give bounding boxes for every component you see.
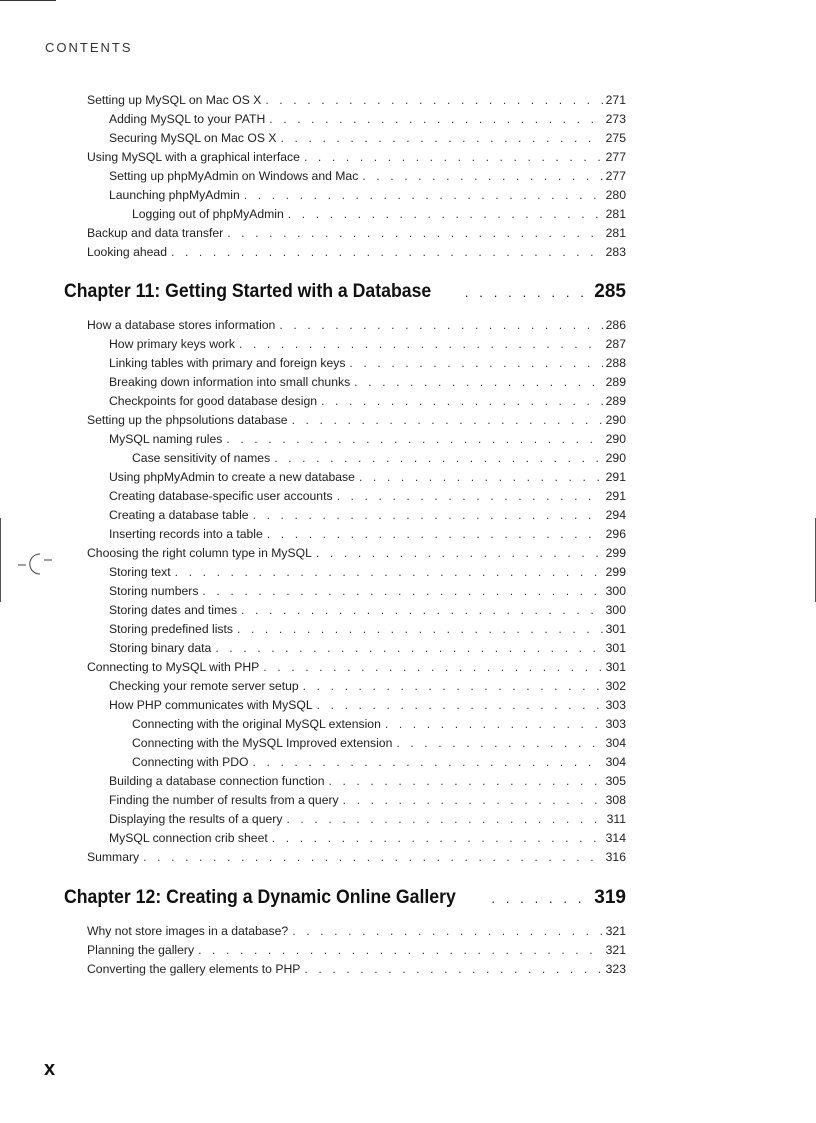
entry-title: Storing numbers [109, 584, 199, 598]
toc-entry[interactable] [109, 601, 626, 620]
entry-title: Displaying the results of a query [109, 812, 283, 826]
entry-page-number: 302 [605, 679, 626, 693]
entry-page-number: 288 [605, 356, 626, 370]
toc-entry[interactable] [109, 487, 626, 506]
entry-page-number: 321 [605, 924, 626, 938]
dot-leader [337, 487, 603, 506]
dot-leader [171, 243, 603, 262]
entry-page-number: 305 [605, 774, 626, 788]
entry-page-number: 277 [605, 169, 626, 183]
dot-leader [359, 468, 603, 487]
dot-leader [274, 449, 602, 468]
dot-leader [286, 810, 603, 829]
toc-entry[interactable] [109, 582, 626, 601]
dot-leader [263, 658, 602, 677]
entry-page-number: 290 [605, 432, 626, 446]
entry-title: Backup and data transfer [87, 226, 224, 240]
toc-entry[interactable] [109, 677, 626, 696]
entry-title: Checkpoints for good database design [109, 394, 318, 408]
entry-title: Adding MySQL to your PATH [109, 112, 266, 126]
entry-page-number: 296 [605, 527, 626, 541]
dot-leader [292, 922, 602, 941]
entry-title: Converting the gallery elements to PHP [87, 962, 301, 976]
entry-title: Using MySQL with a graphical interface [87, 150, 300, 164]
entry-title: Connecting with the original MySQL extension [132, 717, 381, 731]
toc-chapter-heading[interactable] [64, 887, 626, 909]
entry-page-number: 300 [605, 584, 626, 598]
toc-entry[interactable] [132, 205, 626, 224]
dot-leader [292, 411, 603, 430]
toc-entry[interactable] [109, 354, 626, 373]
chapter-title: Chapter 12: Creating a Dynamic Online Gallery [64, 887, 456, 908]
entry-title: Building a database connection function [109, 774, 325, 788]
toc-entry[interactable] [87, 960, 626, 979]
entry-page-number: 304 [605, 755, 626, 769]
entry-page-number: 271 [605, 93, 626, 107]
toc-chapter-heading[interactable] [64, 281, 626, 303]
entry-page-number: 308 [605, 793, 626, 807]
entry-title: How a database stores information [87, 318, 276, 332]
dot-leader [362, 167, 602, 186]
toc-entry[interactable] [87, 316, 626, 335]
dot-leader [239, 335, 603, 354]
toc-entry[interactable] [109, 810, 626, 829]
dot-leader [269, 110, 602, 129]
entry-title: Looking ahead [87, 245, 167, 259]
entry-page-number: 303 [605, 717, 626, 731]
dot-leader [198, 941, 603, 960]
entry-page-number: 294 [605, 508, 626, 522]
toc-entry[interactable] [109, 829, 626, 848]
toc-entry[interactable] [87, 224, 626, 243]
dot-leader [253, 506, 603, 525]
dot-leader [272, 829, 603, 848]
entry-page-number: 311 [606, 812, 626, 826]
entry-title: MySQL naming rules [109, 432, 223, 446]
entry-page-number: 300 [605, 603, 626, 617]
dot-leader [241, 601, 603, 620]
entry-title: Checking your remote server setup [109, 679, 299, 693]
entry-page-number: 314 [605, 831, 626, 845]
entry-title: Launching phpMyAdmin [109, 188, 240, 202]
entry-title: Breaking down information into small chunks [109, 375, 351, 389]
toc-entry[interactable] [87, 941, 626, 960]
entry-page-number: 281 [605, 207, 626, 221]
entry-page-number: 289 [605, 375, 626, 389]
dot-leader [244, 186, 603, 205]
entry-page-number: 287 [605, 337, 626, 351]
toc-entry[interactable] [109, 468, 626, 487]
toc-entry[interactable] [109, 563, 626, 582]
entry-title: Inserting records into a table [109, 527, 263, 541]
toc-entry[interactable] [109, 167, 626, 186]
dot-leader [143, 848, 603, 867]
entry-title: Setting up MySQL on Mac OS X [87, 93, 262, 107]
dot-leader [279, 316, 602, 335]
entry-page-number: 291 [605, 470, 626, 484]
toc-entry[interactable] [87, 922, 626, 941]
entry-page-number: 301 [605, 641, 626, 655]
entry-page-number: 316 [605, 850, 626, 864]
toc-entry[interactable] [109, 129, 626, 148]
dot-leader [237, 620, 603, 639]
entry-title: How primary keys work [109, 337, 235, 351]
entry-title: Why not store images in a database? [87, 924, 289, 938]
toc-entry[interactable] [109, 525, 626, 544]
entry-page-number: 299 [605, 546, 626, 560]
entry-page-number: 277 [605, 150, 626, 164]
entry-page-number: 289 [605, 394, 626, 408]
entry-page-number: 290 [605, 451, 626, 465]
dot-leader [253, 753, 603, 772]
toc-entry[interactable] [109, 430, 626, 449]
entry-title: Storing binary data [109, 641, 212, 655]
entry-title: Creating database-specific user accounts [109, 489, 333, 503]
dot-leader [491, 891, 592, 906]
entry-title: MySQL connection crib sheet [109, 831, 268, 845]
entry-title: Using phpMyAdmin to create a new database [109, 470, 355, 484]
entry-page-number: 273 [605, 112, 626, 126]
toc-entry[interactable] [87, 658, 626, 677]
entry-title: Storing predefined lists [109, 622, 233, 636]
dot-leader [304, 148, 603, 167]
entry-page-number: 299 [605, 565, 626, 579]
entry-title: Creating a database table [109, 508, 249, 522]
dot-leader [328, 772, 602, 791]
chapter-page-number: 285 [594, 281, 626, 302]
dot-leader [396, 734, 602, 753]
dot-leader [202, 582, 602, 601]
entry-page-number: 275 [605, 131, 626, 145]
entry-page-number: 303 [605, 698, 626, 712]
toc-entry[interactable] [109, 639, 626, 658]
dot-leader [465, 285, 592, 300]
toc-entry[interactable] [109, 373, 626, 392]
toc-entry[interactable] [109, 335, 626, 354]
dot-leader [175, 563, 603, 582]
toc-entry[interactable] [87, 243, 626, 262]
dot-leader [343, 791, 603, 810]
left-margin-line [0, 518, 1, 602]
dot-leader [349, 354, 602, 373]
dot-leader [281, 129, 603, 148]
entry-title: Logging out of phpMyAdmin [132, 207, 284, 221]
toc-entry[interactable] [109, 620, 626, 639]
toc-entry[interactable] [132, 753, 626, 772]
entry-title: Setting up phpMyAdmin on Windows and Mac [109, 169, 359, 183]
toc-entry[interactable] [87, 544, 626, 563]
dot-leader [265, 91, 602, 110]
registration-mark-icon [18, 548, 54, 578]
entry-page-number: 301 [605, 622, 626, 636]
toc-entry[interactable] [109, 506, 626, 525]
entry-title: Linking tables with primary and foreign keys [109, 356, 346, 370]
dot-leader [288, 205, 603, 224]
entry-title: Connecting with PDO [132, 755, 249, 769]
entry-page-number: 321 [605, 943, 626, 957]
entry-page-number: 280 [605, 188, 626, 202]
toc-entry[interactable] [109, 696, 626, 715]
toc-entry[interactable] [109, 392, 626, 411]
dot-leader [303, 677, 603, 696]
toc-entry[interactable] [109, 110, 626, 129]
toc-entry[interactable] [87, 148, 626, 167]
entry-title: Finding the number of results from a query [109, 793, 339, 807]
page-folio: x [44, 1058, 56, 1080]
entry-title: Summary [87, 850, 140, 864]
dot-leader [321, 392, 603, 411]
entry-page-number: 286 [605, 318, 626, 332]
dot-leader [215, 639, 602, 658]
entry-title: Storing dates and times [109, 603, 238, 617]
entry-page-number: 290 [605, 413, 626, 427]
entry-page-number: 301 [605, 660, 626, 674]
entry-page-number: 323 [605, 962, 626, 976]
dot-leader [227, 224, 602, 243]
toc-entry[interactable] [87, 848, 626, 867]
toc-entry[interactable] [87, 91, 626, 110]
chapter-title: Chapter 11: Getting Started with a Database [64, 281, 432, 302]
entry-page-number: 291 [605, 489, 626, 503]
dot-leader [226, 430, 602, 449]
toc-entry[interactable] [109, 772, 626, 791]
entry-title: Case sensitivity of names [132, 451, 271, 465]
entry-title: Connecting to MySQL with PHP [87, 660, 260, 674]
entry-title: Setting up the phpsolutions database [87, 413, 288, 427]
toc-entry[interactable] [132, 449, 626, 468]
dot-leader [385, 715, 603, 734]
toc-entry[interactable] [132, 734, 626, 753]
entry-title: Securing MySQL on Mac OS X [109, 131, 277, 145]
entry-page-number: 281 [605, 226, 626, 240]
dot-leader [354, 373, 602, 392]
entry-title: How PHP communicates with MySQL [109, 698, 313, 712]
entry-title: Choosing the right column type in MySQL [87, 546, 312, 560]
dot-leader [316, 544, 603, 563]
toc-entry[interactable] [87, 411, 626, 430]
toc-entry[interactable] [109, 791, 626, 810]
toc-entry[interactable] [132, 715, 626, 734]
entry-title: Connecting with the MySQL Improved extension [132, 736, 393, 750]
dot-leader [317, 696, 603, 715]
toc-entry[interactable] [109, 186, 626, 205]
entry-title: Planning the gallery [87, 943, 195, 957]
entry-page-number: 283 [605, 245, 626, 259]
dot-leader [304, 960, 602, 979]
dot-leader [267, 525, 603, 544]
entry-page-number: 304 [605, 736, 626, 750]
crop-mark [0, 0, 56, 1]
entry-title: Storing text [109, 565, 171, 579]
running-head: CONTENTS [45, 40, 133, 55]
chapter-page-number: 319 [594, 887, 626, 908]
